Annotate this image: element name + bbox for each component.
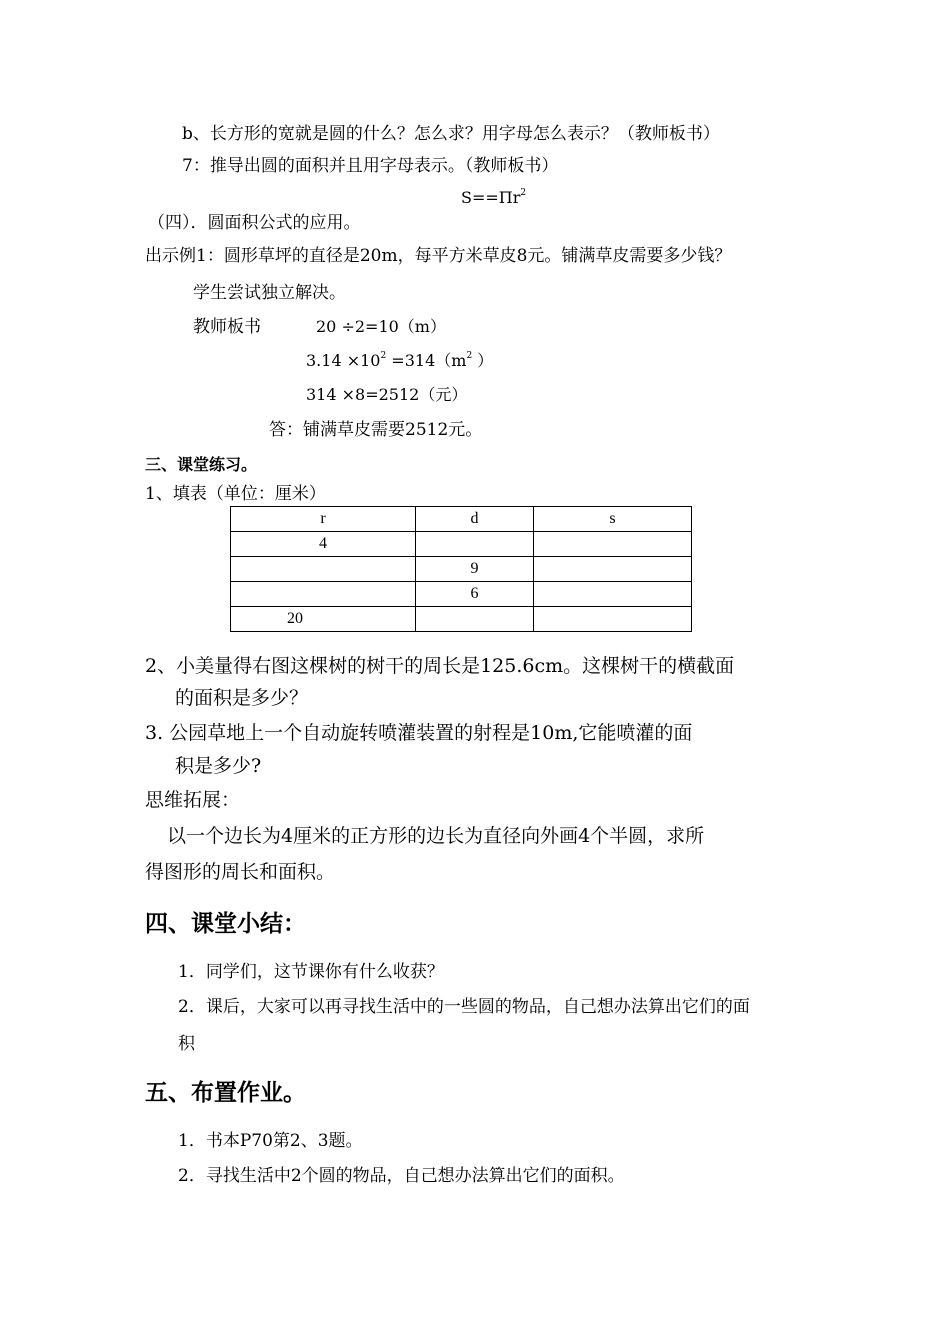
table-cell [534, 532, 692, 557]
thinking-line-1: 以一个边长为4厘米的正方形的边长为直径向外画4个半圆，求所 [167, 825, 705, 847]
example-1: 出示例1：圆形草坪的直径是20m，每平方米草皮8元。铺满草皮需要多少钱？ [145, 246, 732, 266]
student-attempt: 学生尝试独立解决。 [193, 283, 346, 303]
table-cell [416, 532, 534, 557]
table-header-cell: r [231, 507, 416, 532]
table-cell: 9 [416, 557, 534, 582]
table-cell [416, 607, 534, 632]
thinking-line-2: 得图形的周长和面积。 [145, 861, 336, 883]
table-cell [534, 607, 692, 632]
question-3-line-2: 积是多少? [175, 755, 262, 777]
practice-heading: 三、课堂练习。 [145, 455, 258, 474]
thinking-heading: 思维拓展： [145, 789, 241, 811]
table-row [231, 607, 692, 632]
question-1: 1、填表（单位：厘米） [145, 484, 326, 504]
table-row [231, 557, 692, 582]
summary-item-2-line-2: 积 [178, 1034, 195, 1054]
line-7: 7：推导出圆的面积并且用字母表示。（教师板书） [182, 156, 559, 176]
line-b: b、长方形的宽就是圆的什么？怎么求？用字母怎么表示？（教师板书） [182, 124, 720, 144]
table-header-cell: s [534, 507, 692, 532]
board-label: 教师板书 [193, 317, 261, 337]
table-header-row [231, 507, 692, 532]
table-cell [231, 582, 416, 607]
table-cell: 20 [231, 607, 416, 632]
fill-table [230, 506, 692, 632]
area-formula: $S==\Pi r^2$ [461, 188, 527, 207]
calc-step-2: $3.14 \times 10^2 =314(m^2$ ） [306, 351, 494, 370]
table-row [231, 532, 692, 557]
summary-item-2-line-1: 2．课后，大家可以再寻找生活中的一些圆的物品，自己想办法算出它们的面 [178, 997, 750, 1017]
application-heading: （四）．圆面积公式的应用。 [148, 213, 361, 233]
homework-item-1: 1．书本P70第2、3题。 [178, 1131, 363, 1151]
table-header-cell: d [416, 507, 534, 532]
question-2-line-2: 的面积是多少？ [175, 687, 309, 709]
answer: 答：铺满草皮需要2512元。 [269, 420, 483, 440]
summary-heading: 四、课堂小结： [145, 911, 306, 937]
calc-step-3: 314 ×8=2512（元） [306, 385, 468, 404]
summary-item-1: 1．同学们，这节课你有什么收获？ [178, 962, 444, 982]
homework-heading: 五、布置作业。 [145, 1080, 306, 1106]
table-row [231, 582, 692, 607]
question-2-line-1: 2、小美量得右图这棵树的树干的周长是125.6cm。这棵树干的横截面 [145, 655, 735, 677]
table-cell [534, 557, 692, 582]
table-cell [534, 582, 692, 607]
table-cell [231, 557, 416, 582]
question-3-line-1: 3. 公园草地上一个自动旋转喷灌装置的射程是10m,它能喷灌的面 [145, 722, 693, 744]
table-cell: 6 [416, 582, 534, 607]
calc-step-1: 20 ÷2=10（m） [316, 317, 446, 336]
homework-item-2: 2．寻找生活中2个圆的物品，自己想办法算出它们的面积。 [178, 1166, 625, 1186]
table-cell: 4 [231, 532, 416, 557]
